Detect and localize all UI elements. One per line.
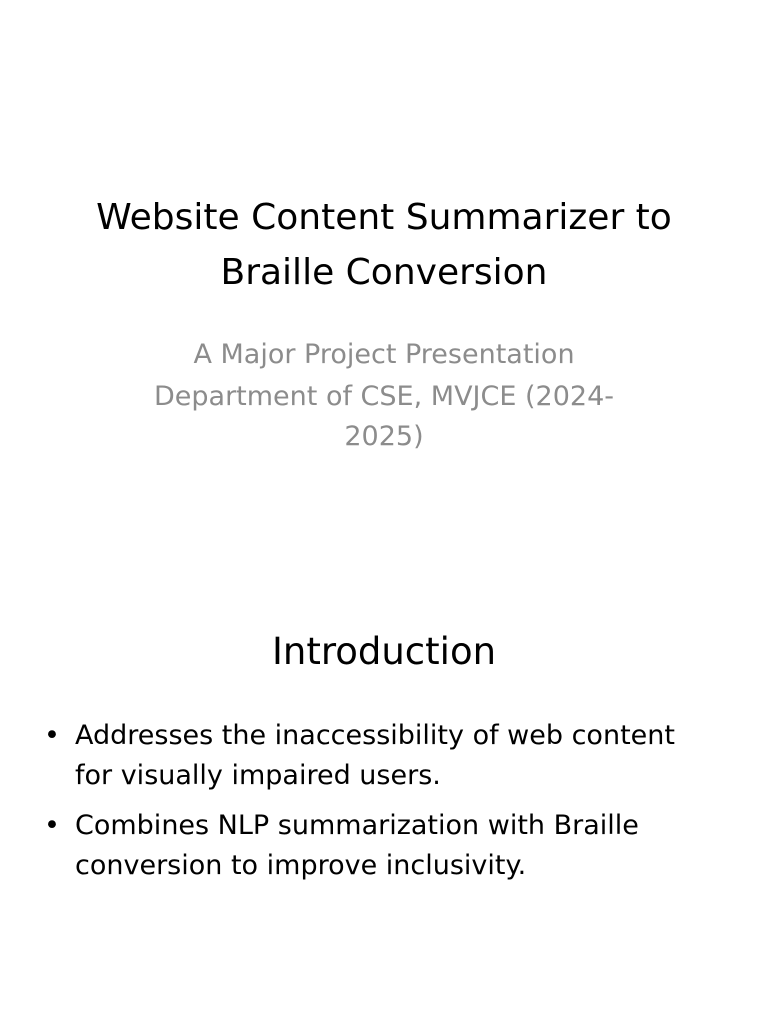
presentation-subtitle: [128, 333, 640, 457]
slide-title: Introduction: [271, 630, 497, 673]
introduction-slide: [0, 512, 768, 1024]
subtitle-line-project: A Major Project Presentation: [193, 339, 575, 370]
bullet-item: [38, 716, 698, 796]
subtitle-line-department: Department of CSE, MVJCE (2024-2025): [153, 381, 614, 452]
bullet-text: Addresses the inaccessibility of web content for visually impaired users.: [75, 720, 675, 791]
bullet-list: [38, 716, 698, 896]
bullet-text: Combines NLP summarization with Braille conversion to improve inclusivity.: [75, 810, 639, 881]
bullet-item: [38, 806, 698, 886]
bullet-dot-icon: •: [44, 720, 60, 751]
presentation-title: Website Content Summarizer to Braille Conversion: [96, 197, 672, 293]
bullet-dot-icon: •: [44, 810, 60, 841]
